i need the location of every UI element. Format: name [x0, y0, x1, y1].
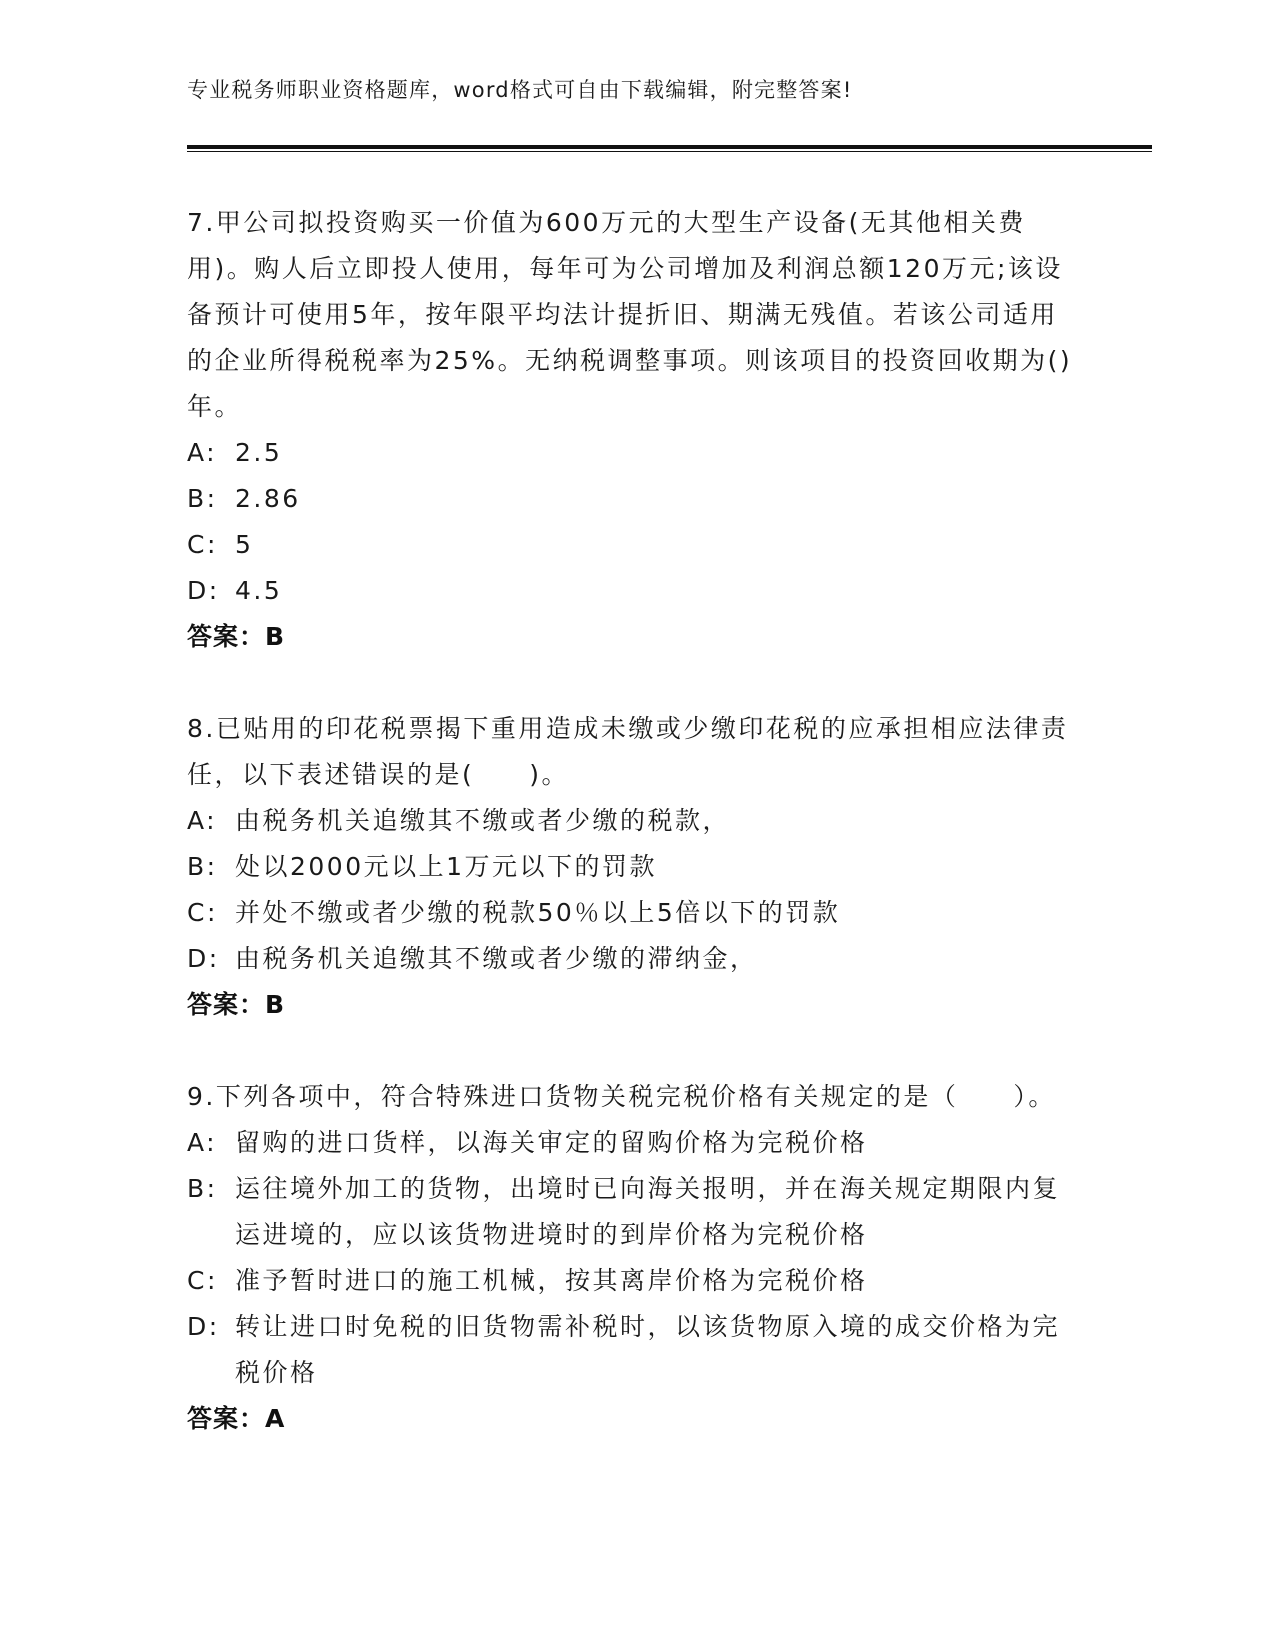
option-key: C:	[187, 530, 218, 559]
option-key: C:	[187, 1266, 218, 1295]
option-text: 2.5	[235, 438, 283, 467]
question-list	[187, 200, 1077, 1488]
question-text: 7.甲公司拟投资购买一价值为600万元的大型生产设备(无其他相关费用)。购人后立即投人使用，每年可为公司增加及利润总额120万元;该设备预计可使用5年，按年限平均法计提折旧、期满无残值。若该公司适用的企业所得税税率为25%。无纳税调整事项。则该项目的投资回收期为()年。	[187, 208, 1073, 421]
option-key: A:	[187, 806, 218, 835]
option-key: A:	[187, 438, 218, 467]
option-key: B:	[187, 852, 218, 881]
option-a	[187, 1120, 1077, 1166]
option-key: C:	[187, 898, 218, 927]
option-c	[187, 1258, 1077, 1304]
option-d	[187, 1304, 1077, 1396]
option-a	[187, 430, 1077, 476]
option-text: 由税务机关追缴其不缴或者少缴的税款，	[235, 806, 731, 835]
option-key: B:	[187, 1174, 218, 1203]
option-b	[187, 1166, 1077, 1258]
option-key: D:	[187, 944, 220, 973]
question-text: 8.已贴用的印花税票揭下重用造成未缴或少缴印花税的应承担相应法律责任，以下表述错误的是( )。	[187, 714, 1069, 789]
option-a	[187, 798, 1077, 844]
option-text: 5	[235, 530, 254, 559]
option-d	[187, 936, 1077, 982]
answer-label: 答案：B	[187, 622, 286, 651]
header-rule-thick	[187, 145, 1152, 149]
option-text: 准予暂时进口的施工机械，按其离岸价格为完税价格	[235, 1266, 868, 1295]
question-7	[187, 200, 1077, 660]
option-b	[187, 844, 1077, 890]
option-key: D:	[187, 576, 220, 605]
option-text: 处以2000元以上1万元以下的罚款	[235, 852, 658, 881]
option-text: 运往境外加工的货物，出境时已向海关报明，并在海关规定期限内复运进境的，应以该货物进境时的到岸价格为完税价格	[235, 1174, 1061, 1249]
option-key: D:	[187, 1312, 220, 1341]
option-d	[187, 568, 1077, 614]
option-text: 由税务机关追缴其不缴或者少缴的滞纳金，	[235, 944, 758, 973]
option-key: B:	[187, 484, 218, 513]
question-8	[187, 706, 1077, 1028]
question-text: 9.下列各项中，符合特殊进口货物关税完税价格有关规定的是（ ）。	[187, 1082, 1056, 1111]
question-9	[187, 1074, 1077, 1442]
option-c	[187, 522, 1077, 568]
option-text: 并处不缴或者少缴的税款50％以上5倍以下的罚款	[235, 898, 841, 927]
option-text: 留购的进口货样，以海关审定的留购价格为完税价格	[235, 1128, 868, 1157]
option-text: 转让进口时免税的旧货物需补税时，以该货物原入境的成交价格为完税价格	[235, 1312, 1061, 1387]
option-b	[187, 476, 1077, 522]
option-text: 4.5	[235, 576, 283, 605]
page-header: 专业税务师职业资格题库，word格式可自由下载编辑，附完整答案!	[187, 78, 853, 102]
answer-label: 答案：B	[187, 990, 286, 1019]
answer-label: 答案：A	[187, 1404, 286, 1433]
header-rule-thin	[187, 151, 1152, 152]
option-text: 2.86	[235, 484, 301, 513]
option-c	[187, 890, 1077, 936]
option-key: A:	[187, 1128, 218, 1157]
